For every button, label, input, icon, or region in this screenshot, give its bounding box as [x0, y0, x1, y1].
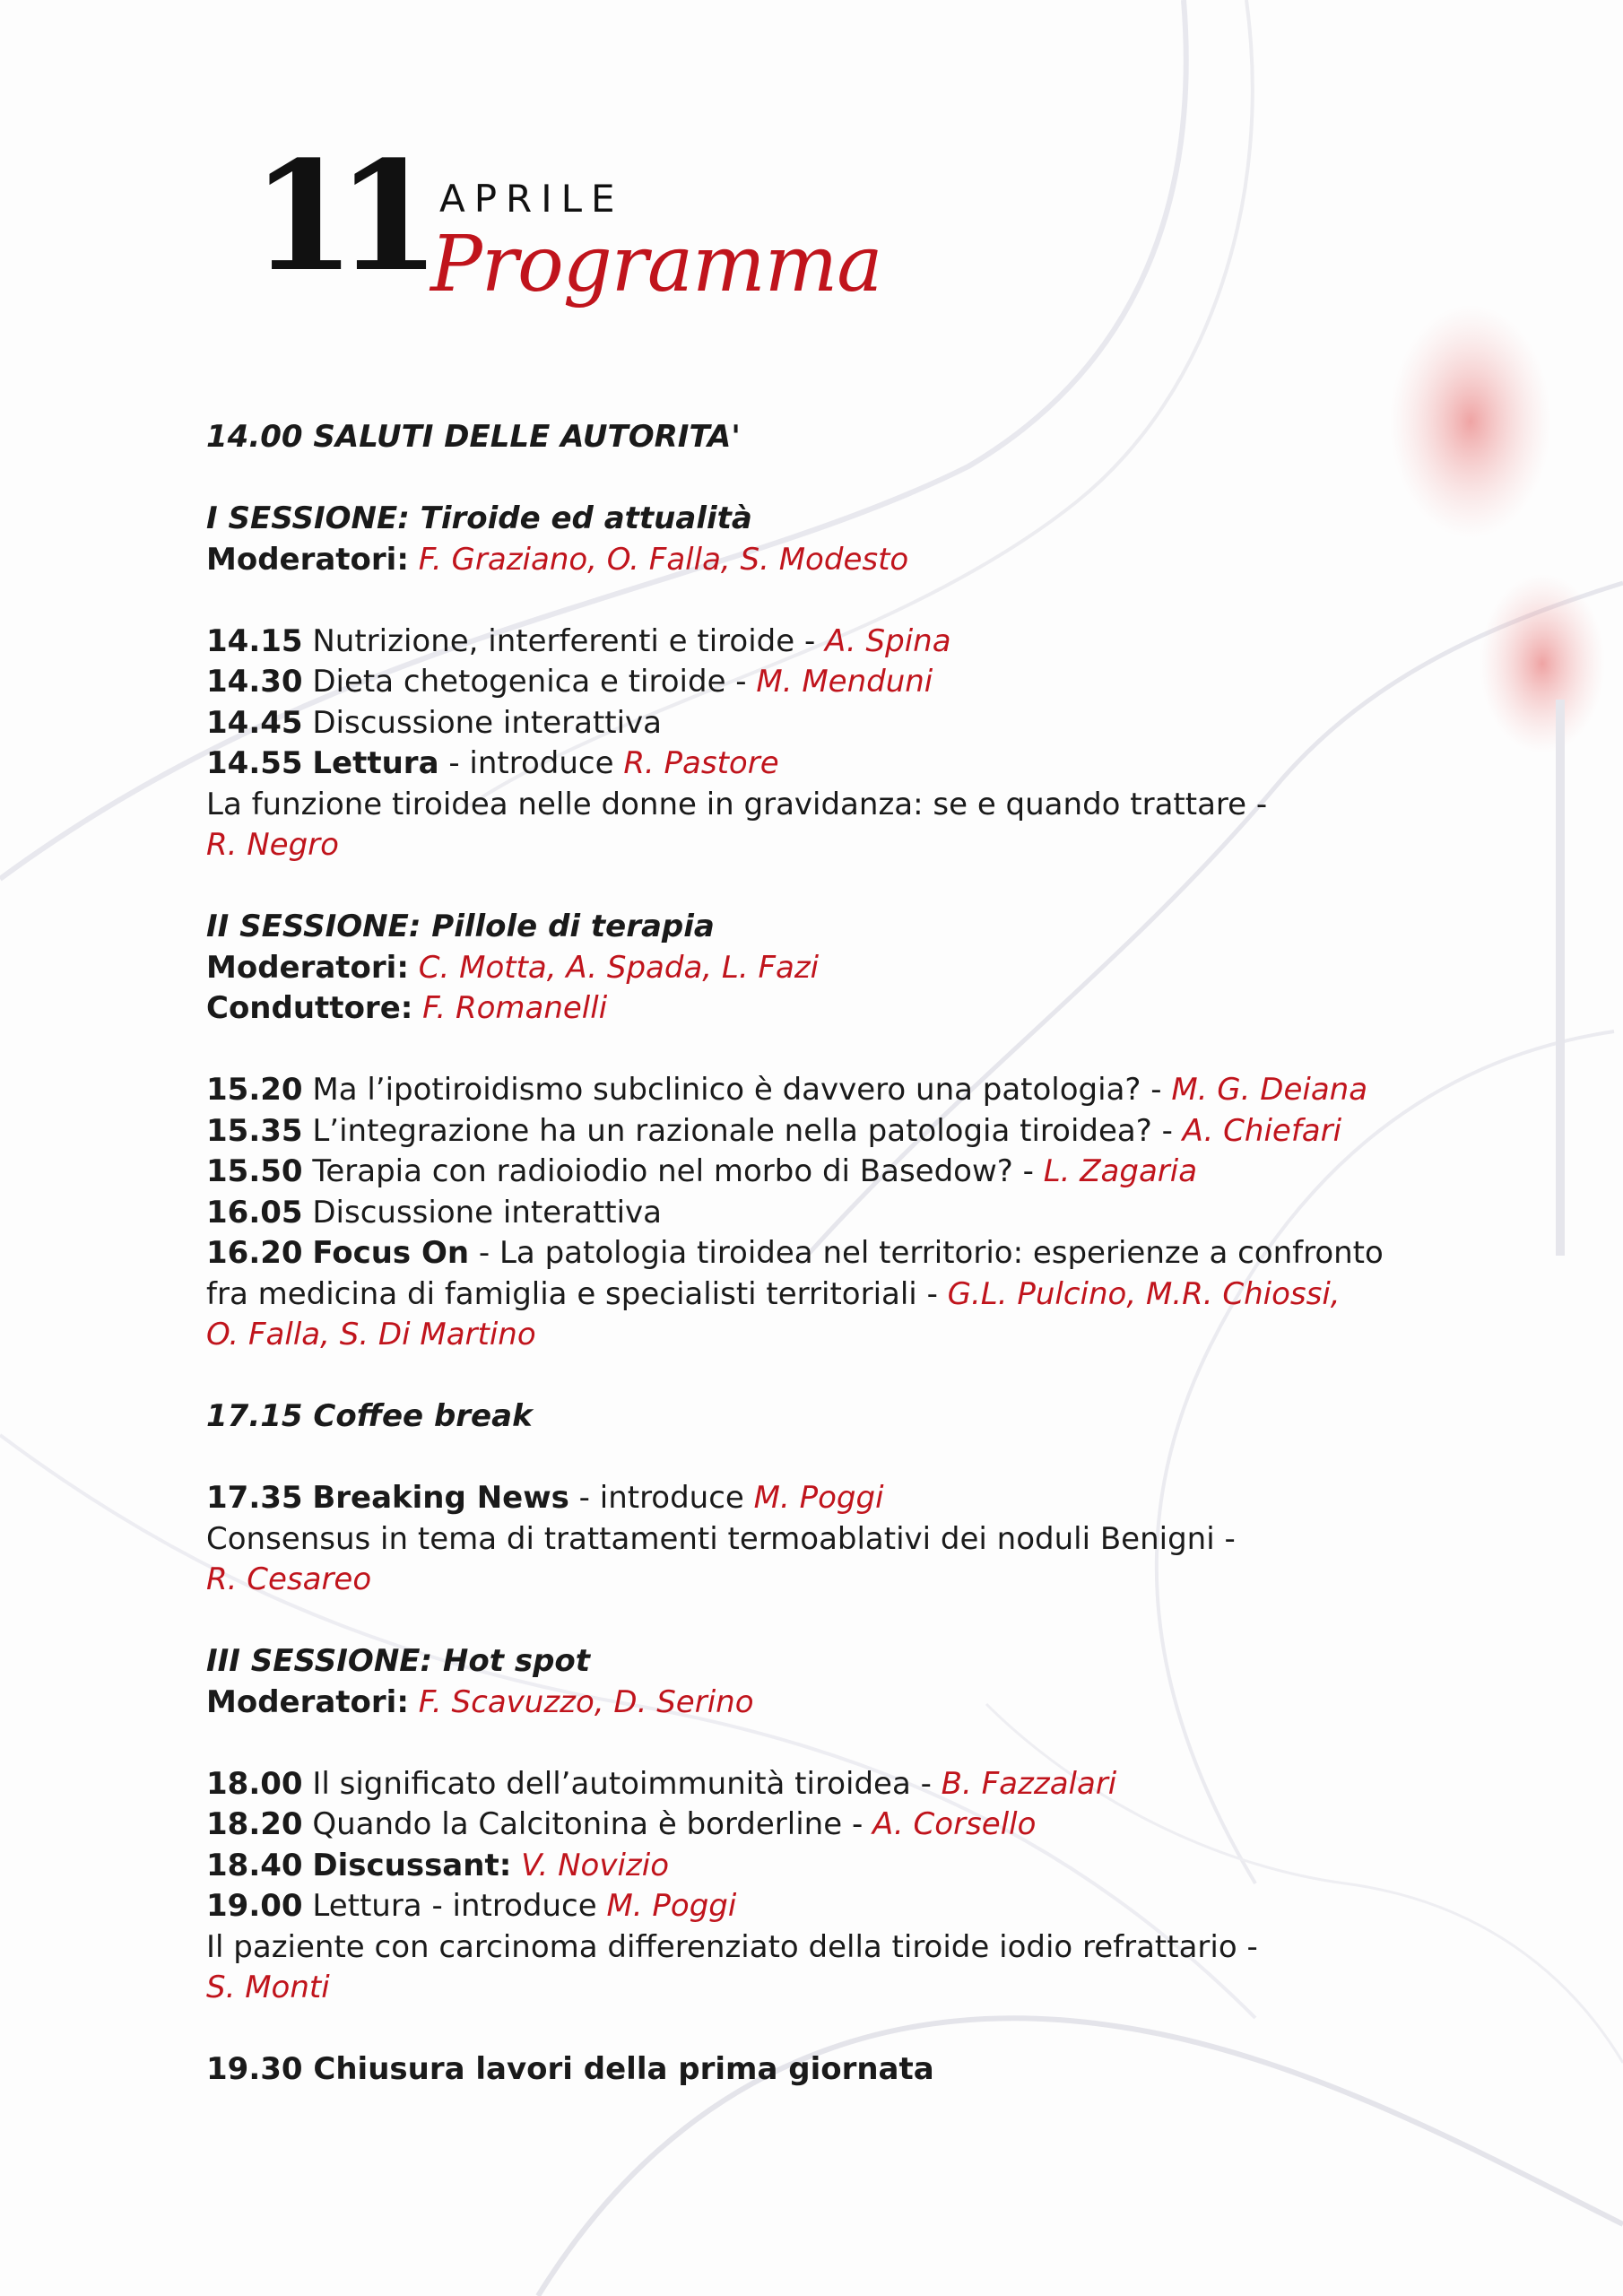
program-item: 14.45 Discussione interattiva	[206, 704, 663, 741]
program-item: 16.05 Discussione interattiva	[206, 1194, 663, 1231]
program-item-speakers: O. Falla, S. Di Martino	[206, 1317, 536, 1352]
lecture-title: La funzione tiroidea nelle donne in gravidanza: se e quando trattare -	[206, 786, 1268, 822]
session-1-title: I SESSIONE: Tiroide ed attualità	[206, 500, 752, 536]
program-item: 15.50 Terapia con radioiodio nel morbo di Basedow? - L. Zagaria	[206, 1153, 1198, 1189]
session-3-title: III SESSIONE: Hot spot	[206, 1643, 591, 1679]
session-2-host: Conduttore: F. Romanelli	[206, 990, 608, 1026]
program-item: 14.55 Lettura - introduce R. Pastore	[206, 745, 779, 781]
program-item-continued: fra medicina di famiglia e specialisti territoriali - G.L. Pulcino, M.R. Chiossi,	[206, 1275, 1341, 1312]
news-speaker: R. Cesareo	[206, 1561, 372, 1597]
session-2-moderators: Moderatori: C. Motta, A. Spada, L. Fazi	[206, 949, 820, 986]
page-header	[251, 127, 968, 327]
program-item: 15.20 Ma l’ipotiroidismo subclinico è davvero una patologia? - M. G. Deiana	[206, 1072, 1368, 1108]
coffee-break: 17.15 Coffee break	[206, 1398, 533, 1434]
program-item: 14.15 Nutrizione, interferenti e tiroide - A. Spina	[206, 622, 951, 659]
program-item: 16.20 Focus On - La patologia tiroidea nel territorio: esperienze a confronto	[206, 1235, 1384, 1271]
session-3-moderators: Moderatori: F. Scavuzzo, D. Serino	[206, 1683, 754, 1720]
date-day: 11	[251, 127, 421, 305]
program-item: 15.35 L’integrazione ha un razionale nella patologia tiroidea? - A. Chiefari	[206, 1112, 1342, 1149]
program-item: 18.00 Il significato dell’autoimmunità tiroidea - B. Fazzalari	[206, 1765, 1117, 1802]
lecture-speaker: R. Negro	[206, 827, 339, 863]
lecture-speaker: S. Monti	[206, 1970, 330, 2005]
program-item: 18.20 Quando la Calcitonina è borderline - A. Corsello	[206, 1806, 1037, 1842]
program-list	[206, 417, 1462, 2091]
program-item: 19.00 Lettura - introduce M. Poggi	[206, 1888, 737, 1924]
date-month: APRILE	[439, 177, 624, 221]
session-2-title: II SESSIONE: Pillole di terapia	[206, 909, 715, 944]
program-item: 18.40 Discussant: V. Novizio	[206, 1847, 669, 1883]
closing-item: 19.30 Chiusura lavori della prima giornata	[206, 2051, 934, 2087]
news-title: Consensus in tema di trattamenti termoablativi dei noduli Benigni -	[206, 1520, 1236, 1557]
session-1-moderators: Moderatori: F. Graziano, O. Falla, S. Modesto	[206, 541, 909, 578]
program-item: 14.30 Dieta chetogenica e tiroide - M. Menduni	[206, 664, 933, 700]
page-title: Programma	[430, 220, 882, 309]
opening-item: 14.00 SALUTI DELLE AUTORITA'	[206, 419, 741, 455]
lecture-title: Il paziente con carcinoma differenziato della tiroide iodio refrattario -	[206, 1928, 1258, 1965]
program-item: 17.35 Breaking News - introduce M. Poggi	[206, 1480, 884, 1516]
